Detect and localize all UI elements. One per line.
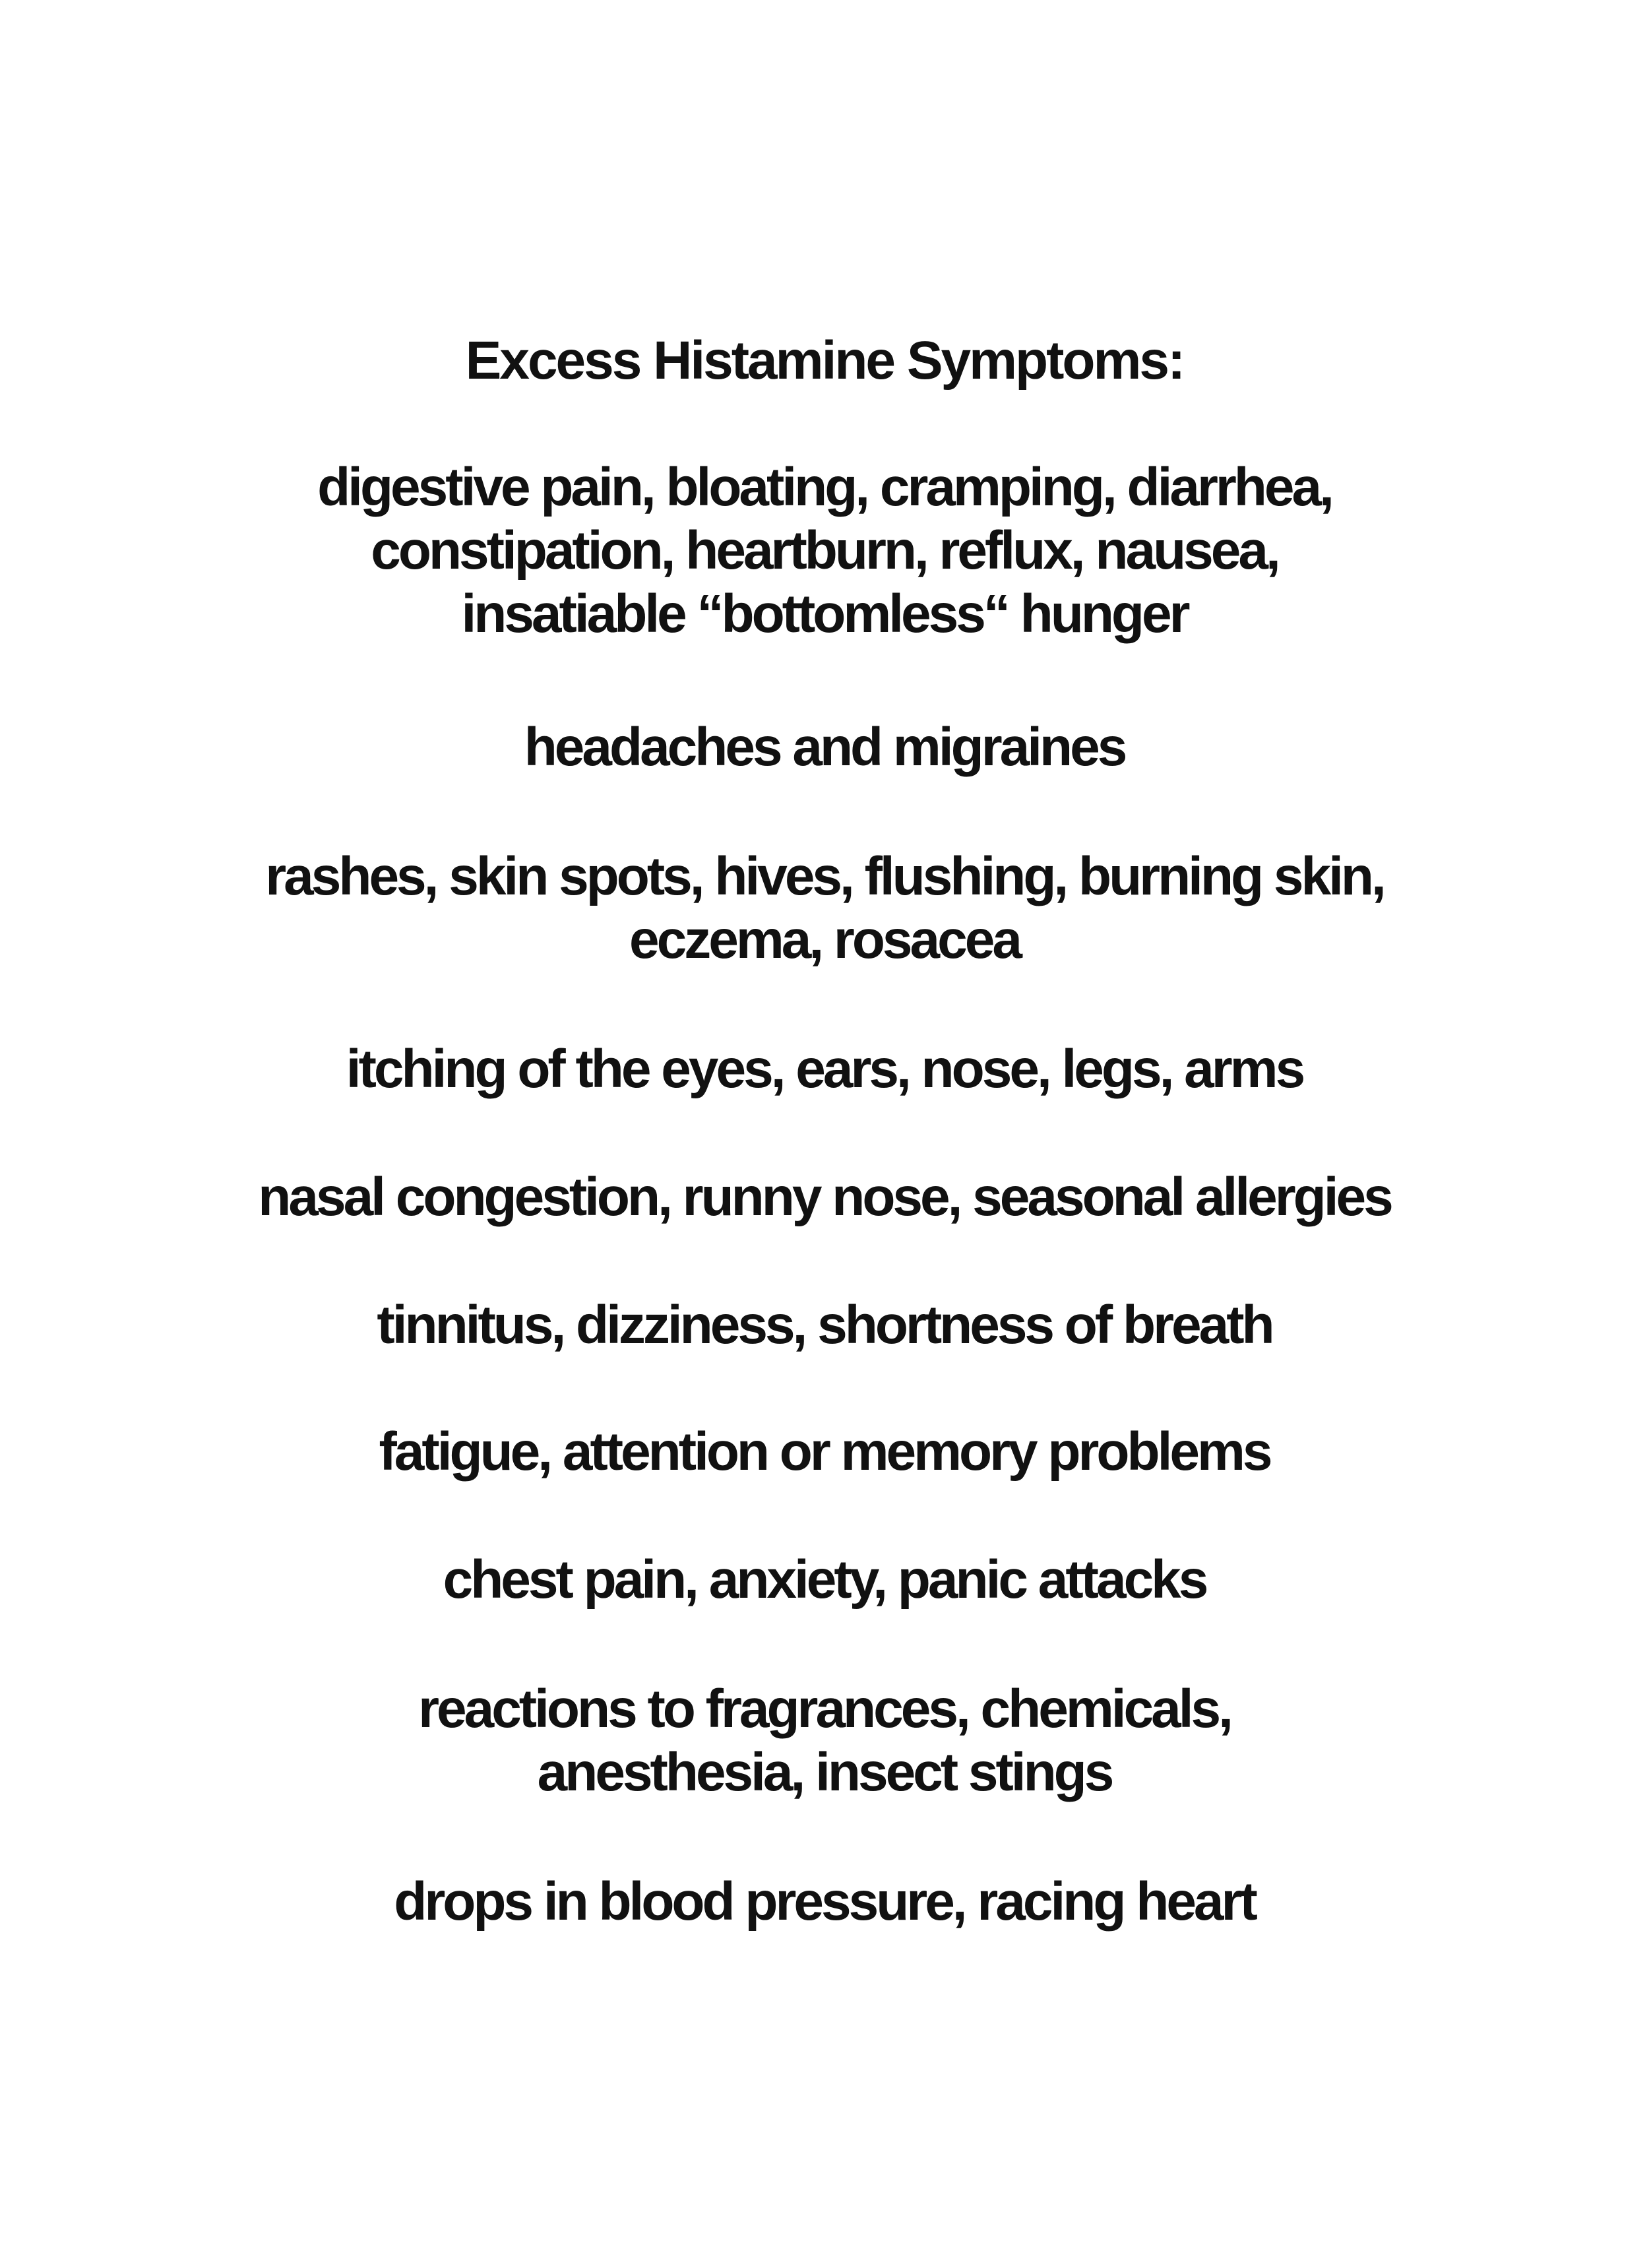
symptom-line-nasal: nasal congestion, runny nose, seasonal allergies: [258, 1167, 1391, 1227]
symptom-line-chest: chest pain, anxiety, panic attacks: [443, 1550, 1206, 1610]
symptom-line-digestive-1: digestive pain, bloating, cramping, diarrhea,: [317, 457, 1332, 517]
symptom-line-reactions-1: reactions to fragrances, chemicals,: [418, 1679, 1231, 1739]
symptom-line-tinnitus: tinnitus, dizziness, shortness of breath: [377, 1295, 1272, 1355]
symptom-line-blood-pressure: drops in blood pressure, racing heart: [394, 1872, 1255, 1932]
symptom-line-fatigue: fatigue, attention or memory problems: [379, 1422, 1270, 1482]
document-title: Excess Histamine Symptoms:: [465, 331, 1184, 391]
symptom-line-skin-1: rashes, skin spots, hives, flushing, burning skin,: [265, 846, 1384, 906]
symptom-line-skin-2: eczema, rosacea: [629, 910, 1020, 970]
symptom-line-headaches: headaches and migraines: [524, 717, 1125, 777]
symptom-line-digestive-2: constipation, heartburn, reflux, nausea,: [371, 520, 1278, 581]
symptom-line-reactions-2: anesthesia, insect stings: [537, 1742, 1112, 1802]
symptom-line-itching: itching of the eyes, ears, nose, legs, arms: [346, 1039, 1303, 1099]
symptom-line-digestive-3: insatiable “bottomless“ hunger: [461, 584, 1188, 644]
